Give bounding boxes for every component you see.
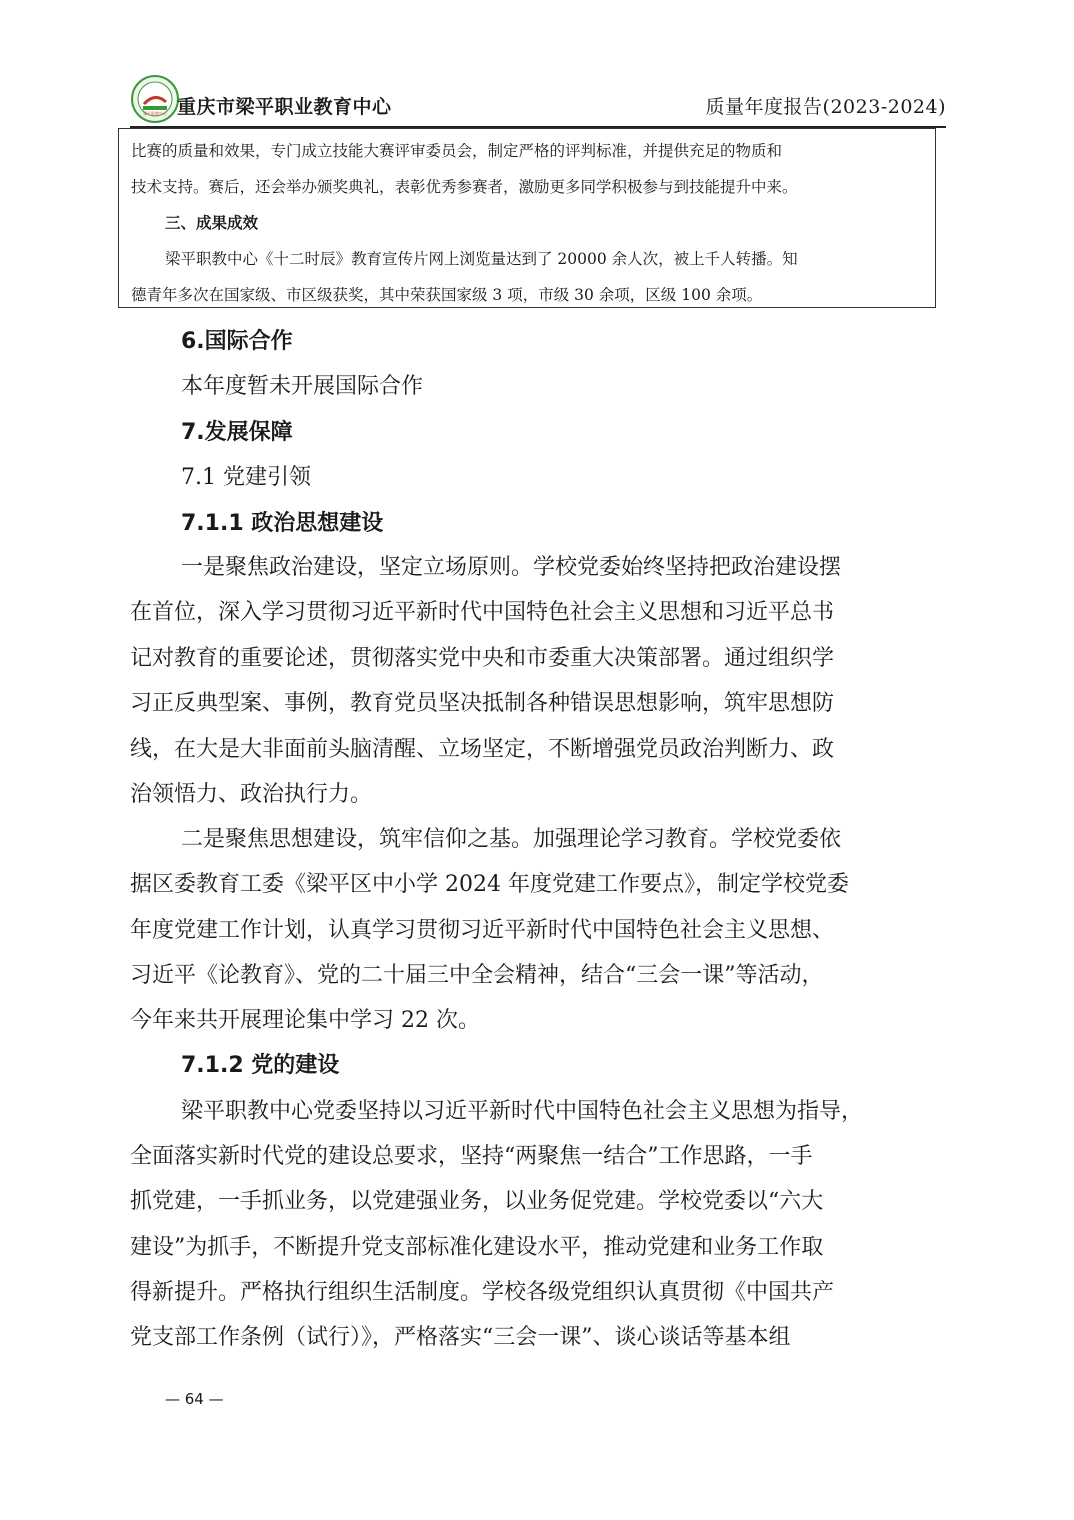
paragraph-line: 得新提升。严格执行组织生活制度。学校各级党组织认真贯彻《中国共产 <box>130 1280 835 1305</box>
paragraph-line: 习近平《论教育》、党的二十届三中全会精神，结合“三会一课”等活动， <box>130 963 824 988</box>
paragraph-line: 线，在大是大非面前头脑清醒、立场坚定，不断增强党员政治判断力、政 <box>130 737 835 762</box>
paragraph-line: 记对教育的重要论述，贯彻落实党中央和市委重大决策部署。通过组织学 <box>130 646 835 671</box>
paragraph-line: 抓党建，一手抓业务，以党建强业务，以业务促党建。学校党委以“六大 <box>130 1189 824 1214</box>
paragraph-line: 党支部工作条例（试行）》，严格落实“三会一课”、谈心谈话等基本组 <box>130 1325 791 1350</box>
paragraph-line: 习正反典型案、事例，教育党员坚决抵制各种错误思想影响，筑牢思想防 <box>130 691 835 716</box>
school-name: 重庆市梁平职业教育中心 <box>177 96 392 118</box>
logo-lettering: 梁平职教中心 <box>143 111 167 116</box>
box-line: 比赛的质量和效果，专门成立技能大赛评审委员会，制定严格的评判标准，并提供充足的物质和 <box>131 142 783 160</box>
paragraph-line: 年度党建工作计划，认真学习贯彻习近平新时代中国特色社会主义思想、 <box>130 918 835 943</box>
paragraph-line: 建设”为抓手，不断提升党支部标准化建设水平，推动党建和业务工作取 <box>130 1235 824 1260</box>
page-number: — 64 — <box>165 1390 224 1408</box>
paragraph-line: 今年来共开展理论集中学习 22 次。 <box>130 1008 480 1033</box>
page-header <box>130 74 946 126</box>
report-title: 质量年度报告(2023-2024) <box>705 96 946 118</box>
subsection-heading: 7.1 党建引领 <box>181 465 311 490</box>
school-logo <box>130 74 180 124</box>
subsection-heading: 7.1.1 政治思想建设 <box>181 511 384 536</box>
text-box <box>118 128 936 308</box>
section-heading: 6.国际合作 <box>181 329 293 354</box>
paragraph-line: 据区委教育工委《梁平区中小学 2024 年度党建工作要点》，制定学校党委 <box>130 872 849 897</box>
box-line: 技术支持。赛后，还会举办颁奖典礼，表彰优秀参赛者，激励更多同学积极参与到技能提升中来。 <box>131 178 798 196</box>
section-heading: 7.发展保障 <box>181 420 293 445</box>
paragraph-line: 治领悟力、政治执行力。 <box>130 782 373 807</box>
box-subheading: 三、成果成效 <box>165 213 259 232</box>
paragraph-line: 一是聚焦政治建设，坚定立场原则。学校党委始终坚持把政治建设摆 <box>181 555 842 580</box>
box-line: 德青年多次在国家级、市区级获奖，其中荣获国家级 3 项，市级 30 余项，区级 100 余项。 <box>131 286 763 304</box>
box-line: 梁平职教中心《十二时辰》教育宣传片网上浏览量达到了 20000 余人次，被上千人转播。知 <box>165 250 798 268</box>
paragraph-line: 在首位，深入学习贯彻习近平新时代中国特色社会主义思想和习近平总书 <box>130 600 835 625</box>
paragraph-line: 全面落实新时代党的建设总要求，坚持“两聚焦一结合”工作思路，一手 <box>130 1144 813 1169</box>
paragraph-line: 本年度暂未开展国际合作 <box>181 374 424 399</box>
paragraph-line: 二是聚焦思想建设，筑牢信仰之基。加强理论学习教育。学校党委依 <box>181 827 842 852</box>
subsection-heading: 7.1.2 党的建设 <box>181 1053 340 1078</box>
paragraph-line: 梁平职教中心党委坚持以习近平新时代中国特色社会主义思想为指导， <box>181 1099 864 1124</box>
